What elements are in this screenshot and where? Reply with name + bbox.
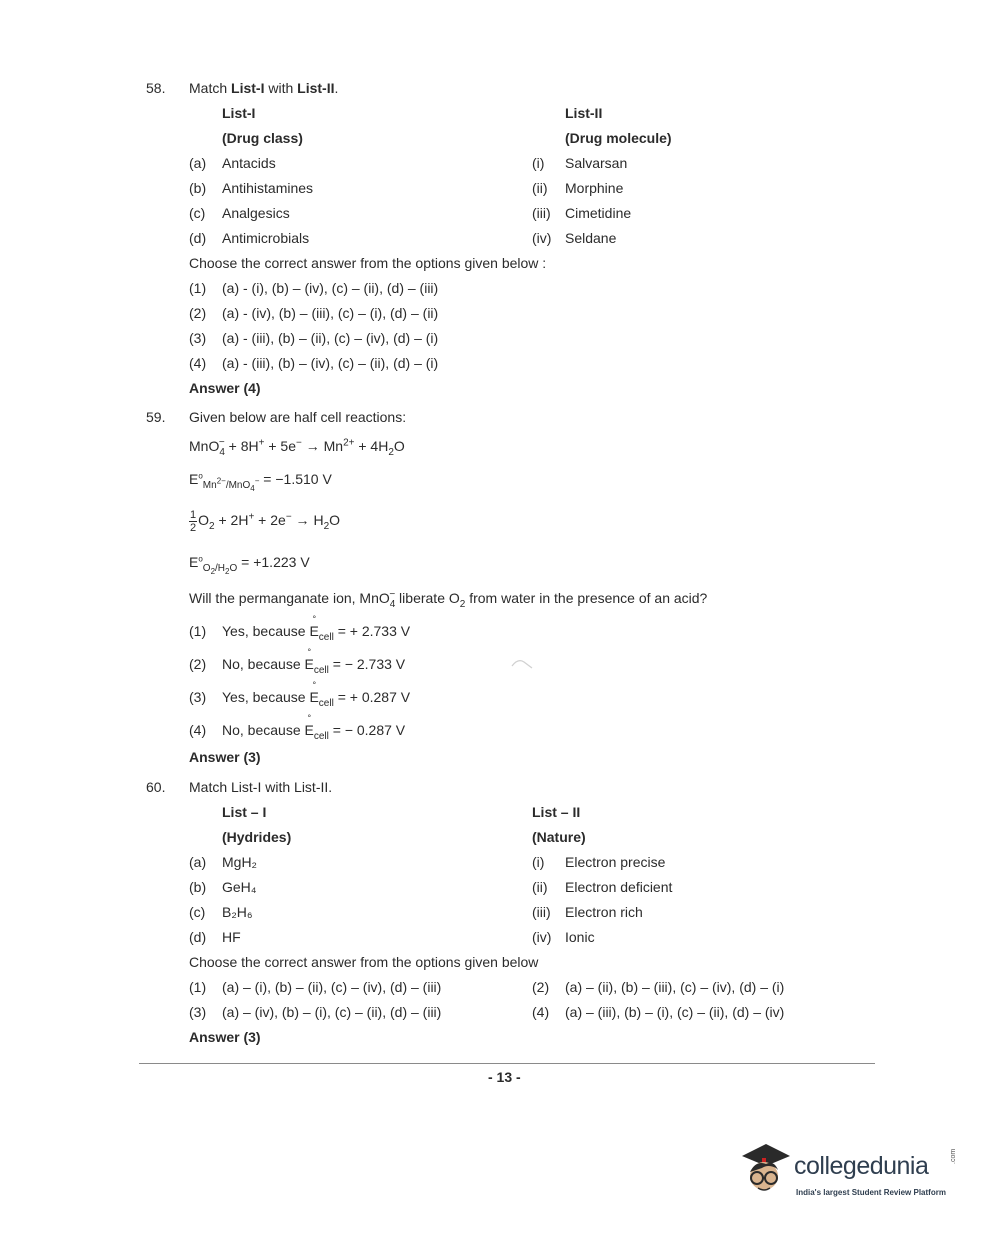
list-item-label: (i): [532, 155, 545, 171]
option-text: No, because E $^\circ_{cell}$ = − 0.287 V: [222, 722, 405, 738]
footer-divider: [139, 1063, 875, 1064]
list-item-label: (iii): [532, 205, 551, 221]
list-item-label: (d): [189, 230, 207, 246]
question-prompt: Given below are half cell reactions:: [189, 409, 407, 425]
list1-subtitle: (Hydrides): [222, 829, 292, 845]
option-label: (3): [189, 689, 207, 705]
option-label: (4): [532, 1004, 550, 1020]
mascot-icon: [736, 1138, 794, 1200]
list-item: Salvarsan: [565, 155, 628, 171]
list-item-label: (a): [189, 155, 207, 171]
list-item: HF: [222, 929, 241, 945]
list-item: Morphine: [565, 180, 624, 196]
list-item: Electron precise: [565, 854, 666, 870]
option-text: No, because E $^\circ_{cell}$ = − 2.733 V: [222, 656, 405, 672]
list1-title: List-I: [222, 105, 256, 121]
list-item: Seldane: [565, 230, 617, 246]
collegedunia-logo[interactable]: [736, 1138, 966, 1208]
half-reaction-1: $MnO_4^- + 8H^+ + 5e^- \to Mn^{2+} + 4H_2O$: [189, 437, 405, 458]
choose-instruction: Choose the correct answer from the options given below :: [189, 255, 547, 271]
option-text: (a) - (iii), (b) – (iv), (c) – (ii), (d) – (i): [222, 355, 439, 371]
choose-instruction: Choose the correct answer from the options given below: [189, 954, 539, 970]
question-number: 59.: [146, 409, 166, 425]
option-label: (1): [189, 623, 207, 639]
list-item-label: (a): [189, 854, 207, 870]
list-item: B₂H₆: [222, 904, 253, 920]
option-text: (a) - (iv), (b) – (iii), (c) – (i), (d) – (ii): [222, 305, 439, 321]
answer: Answer (4): [189, 380, 261, 396]
list-item: Cimetidine: [565, 205, 632, 221]
electrode-potential-2: $E^o_{O_2/H_2O} = +1.223$ V: [189, 554, 310, 576]
option-text: (a) – (ii), (b) – (iii), (c) – (iv), (d) – (i): [565, 979, 785, 995]
question-text: Will the permanganate ion, MnO$_4$− liberate $O_2$ from water in the presence of an acid?: [189, 589, 708, 610]
option-text: Yes, because E $^\circ_{cell}$ = + 0.287 V: [222, 689, 410, 705]
stray-mark: [510, 656, 534, 670]
page-number: - 13 -: [488, 1069, 521, 1085]
list1-subtitle: (Drug class): [222, 130, 303, 146]
list-item-label: (ii): [532, 879, 548, 895]
list-item-label: (iii): [532, 904, 551, 920]
list-item: Antacids: [222, 155, 276, 171]
list-item-label: (b): [189, 180, 207, 196]
option-label: (3): [189, 1004, 207, 1020]
option-label: (4): [189, 722, 207, 738]
list2-subtitle: (Nature): [532, 829, 586, 845]
question-prompt: Match List-I with List-II.: [189, 80, 339, 96]
question-number: 58.: [146, 80, 166, 96]
option-label: (2): [189, 305, 207, 321]
list-item-label: (ii): [532, 180, 548, 196]
option-label: (1): [189, 979, 207, 995]
answer: Answer (3): [189, 749, 261, 765]
list-item-label: (d): [189, 929, 207, 945]
list2-title: List-II: [565, 105, 603, 121]
question-number: 60.: [146, 779, 166, 795]
option-label: (2): [532, 979, 550, 995]
list-item-label: (iv): [532, 929, 552, 945]
option-label: (1): [189, 280, 207, 296]
list-item: Analgesics: [222, 205, 290, 221]
list-item-label: (b): [189, 879, 207, 895]
question-prompt: Match List-I with List-II.: [189, 779, 333, 795]
list-item-label: (iv): [532, 230, 552, 246]
option-label: (3): [189, 330, 207, 346]
logo-wordmark: collegedunia: [794, 1152, 929, 1180]
list-item: Electron deficient: [565, 879, 673, 895]
list-item: MgH₂: [222, 854, 257, 870]
list-item-label: (c): [189, 904, 206, 920]
electrode-potential-1: $E^o_{Mn^{2-}/MnO_4^-} = -1.510$ V: [189, 471, 332, 493]
option-text: (a) - (i), (b) – (iv), (c) – (ii), (d) – (iii): [222, 280, 439, 296]
list1-title: List – I: [222, 804, 267, 820]
list-item-label: (i): [532, 854, 545, 870]
list-item: Electron rich: [565, 904, 643, 920]
option-text: (a) - (iii), (b) – (ii), (c) – (iv), (d) – (i): [222, 330, 439, 346]
logo-tagline: India's largest Student Review Platform: [796, 1188, 946, 1197]
list-item: Antihistamines: [222, 180, 314, 196]
option-label: (4): [189, 355, 207, 371]
option-text: (a) – (iv), (b) – (i), (c) – (ii), (d) – (iii): [222, 1004, 442, 1020]
option-text: (a) – (i), (b) – (ii), (c) – (iv), (d) – (iii): [222, 979, 442, 995]
list-item: GeH₄: [222, 879, 257, 895]
logo-com: .com: [950, 1148, 957, 1164]
list-item: Antimicrobials: [222, 230, 310, 246]
list-item-label: (c): [189, 205, 206, 221]
half-reaction-2: $\frac{1}{2}$ $O_2 + 2H^+ + 2e^- \to H_2O$: [190, 509, 341, 534]
list-item: Ionic: [565, 929, 595, 945]
option-text: Yes, because E $^\circ_{cell}$ = + 2.733 V: [222, 623, 410, 639]
list2-title: List – II: [532, 804, 581, 820]
option-text: (a) – (iii), (b) – (i), (c) – (ii), (d) – (iv): [565, 1004, 785, 1020]
option-label: (2): [189, 656, 207, 672]
answer: Answer (3): [189, 1029, 261, 1045]
list2-subtitle: (Drug molecule): [565, 130, 672, 146]
